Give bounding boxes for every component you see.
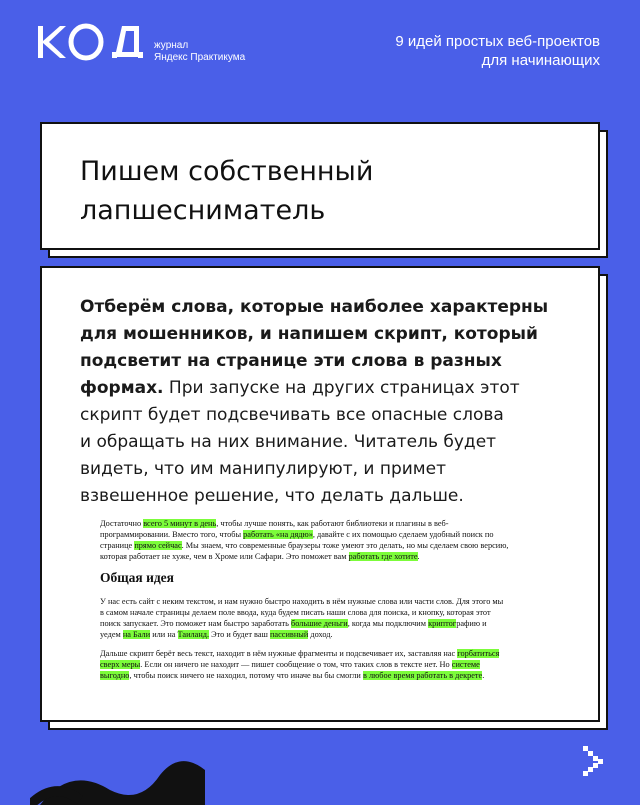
logo-subtitle-line2: Яндекс Практикума bbox=[154, 52, 246, 63]
highlight: прямо сейчас bbox=[134, 541, 182, 550]
description-bold-line3: подсветит на странице эти слова в разных bbox=[80, 351, 502, 371]
highlight: Таиланд. bbox=[177, 630, 210, 639]
example-document-screenshot bbox=[100, 518, 560, 689]
description-line5: скрипт будет подсвечивать все опасные слова bbox=[80, 405, 504, 425]
description-text bbox=[80, 294, 580, 510]
description-line4 bbox=[80, 375, 580, 402]
highlight: всего 5 минут в день bbox=[143, 519, 217, 528]
highlight: пассивный bbox=[269, 630, 309, 639]
logo-subtitle-line1: журнал bbox=[154, 40, 189, 51]
topic-line2: для начинающих bbox=[481, 52, 600, 69]
highlight: работать «на дядю» bbox=[243, 530, 313, 539]
doc-paragraph-2: У нас есть сайт с неким текстом, и нам нужно быстро находить в нём нужные слова или части слов. Для этого мы в самом начале страницы делаем поле ввода, куда будем писать наши слова для поиска, и кнопку, которая этот поиск запускает. Это поможет нам быстро заработать большие деньги, когда мы подключим криптографию и уедем на Бали или на Таиланд. Это и будет ваш пассивный доход. bbox=[100, 597, 504, 639]
doc-paragraph-3: Дальше скрипт берёт весь текст, находит в нём нужные фрагменты и подсвечивает их, заставляя нас горбатиться сверх меры. Если он ничего не находит — пишет сообщение о том, что таких слов в тексте нет. Но системе выгодно, чтобы поиск ничего не находил, потому что иначе вы бы смогли в любое время работать в декрете. bbox=[100, 649, 500, 680]
doc-heading: Общая идея bbox=[100, 570, 174, 585]
description-line4-rest: При запуске на других страницах этот bbox=[163, 378, 520, 398]
title-card bbox=[40, 122, 600, 250]
description-line7: видеть, что им манипулируют, и примет bbox=[80, 459, 446, 479]
title-line2: лапшесниматель bbox=[80, 195, 326, 226]
description-bold-line2: для мошенников, и напишем скрипт, который bbox=[80, 324, 538, 344]
description-line6: и обращать на них внимание. Читатель будет bbox=[80, 432, 497, 452]
header bbox=[0, 0, 640, 100]
description-bold-line1: Отберём слова, которые наиболее характерны bbox=[80, 297, 549, 317]
highlight: выгодно bbox=[100, 671, 130, 680]
logo-subtitle bbox=[154, 40, 245, 64]
body-card bbox=[40, 266, 600, 722]
description-line8: взвешенное решение, что делать дальше. bbox=[80, 486, 464, 506]
description-bold-tail: формах. bbox=[80, 378, 164, 398]
title-line1: Пишем собственный bbox=[80, 156, 374, 187]
highlight: горбатиться bbox=[457, 649, 500, 658]
doc-paragraph-1: Достаточно всего 5 минут в день, чтобы лучше понять, как работают библиотеки и плагины в веб- программировании. Вместо того, чтобы работать «на дядю», давайте с их помощью сделаем удобный поиск по странице прямо сейчас. Мы знаем, что современные браузеры тоже умеют это делать, но мы сделаем свою версию, которая работает не хуже, чем в Хроме или Сафари. Это поможет вам работать где хотите. bbox=[100, 519, 509, 561]
chevron-right-icon[interactable] bbox=[583, 746, 605, 776]
page-title bbox=[80, 152, 373, 230]
decorative-scribble bbox=[30, 745, 230, 805]
highlight: сверх меры bbox=[100, 660, 141, 669]
topic-line1: 9 идей простых веб-проектов bbox=[395, 33, 600, 50]
highlight: работать где хотите bbox=[348, 552, 418, 561]
kod-logo-icon bbox=[38, 22, 148, 62]
highlight: системе bbox=[451, 660, 480, 669]
highlight: на Бали bbox=[122, 630, 151, 639]
highlight: большие деньги bbox=[290, 619, 348, 628]
highlight: криптог bbox=[428, 619, 457, 628]
series-topic bbox=[320, 32, 600, 70]
highlight: в любое время работать в декрете bbox=[362, 671, 483, 680]
